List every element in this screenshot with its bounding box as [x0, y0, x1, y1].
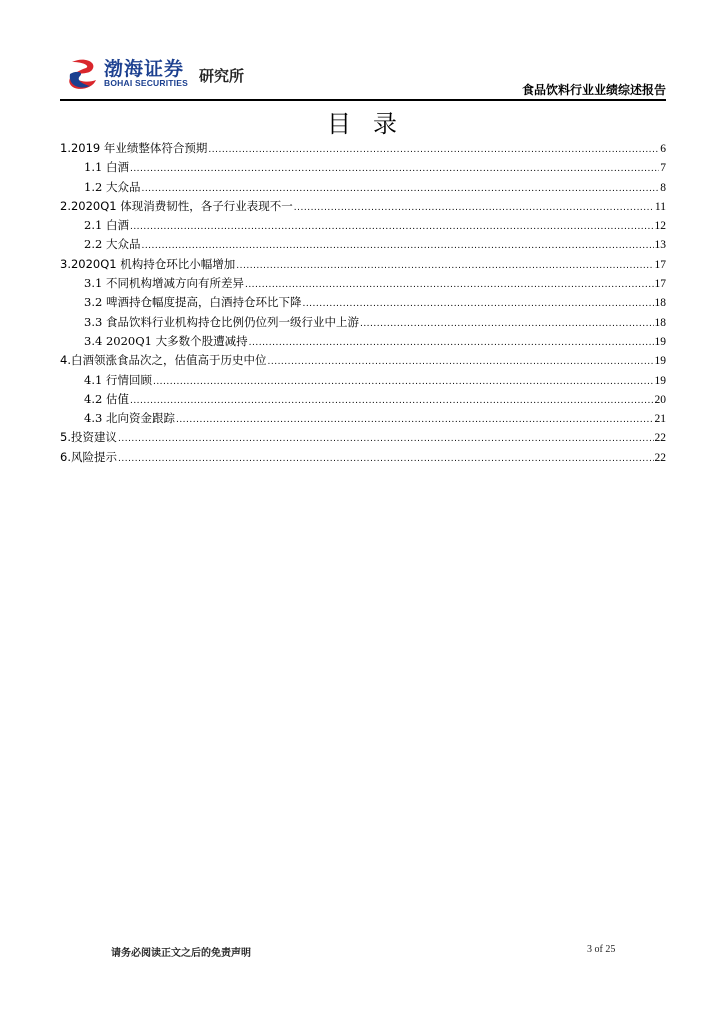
- page-header: [66, 50, 666, 100]
- toc-leader-dots: [294, 203, 654, 213]
- toc-entry-page: 22: [654, 451, 666, 464]
- toc-entry-text: 3.1 不同机构增减方向有所差异: [84, 276, 244, 291]
- toc-entry-page: 18: [654, 297, 666, 310]
- toc-entry-text: 4.白酒领涨食品次之，估值高于历史中位: [60, 353, 267, 368]
- toc-entry[interactable]: [60, 179, 666, 198]
- toc-entry-page: 19: [654, 355, 666, 368]
- toc-entry[interactable]: [60, 198, 666, 217]
- toc-entry-text: 1.1 白酒: [84, 160, 129, 175]
- toc-leader-dots: [141, 241, 653, 251]
- toc-leader-dots: [153, 377, 654, 387]
- toc-entry-text: 4.2 估值: [84, 391, 129, 406]
- toc-entry[interactable]: [60, 314, 666, 333]
- toc-entry[interactable]: [60, 236, 666, 255]
- toc-leader-dots: [141, 184, 659, 194]
- toc-entry-text: 3.3 食品饮料行业机构持仓比例仍位列一级行业中上游: [84, 314, 359, 329]
- toc-leader-dots: [118, 434, 654, 444]
- toc-entry-text: 2.2020Q1 体现消费韧性，各子行业表现不一: [60, 198, 293, 213]
- toc-entry[interactable]: [60, 275, 666, 294]
- toc-entry[interactable]: [60, 294, 666, 313]
- toc-entry[interactable]: [60, 449, 666, 468]
- toc-entry-page: 7: [660, 162, 666, 175]
- toc-entry-page: 19: [654, 335, 666, 348]
- toc-entry-text: 3.2020Q1 机构持仓环比小幅增加: [60, 256, 236, 271]
- logo-chinese-name: 渤海证券: [104, 58, 185, 80]
- toc-entry-text: 6.风险提示: [60, 449, 117, 464]
- toc-entry-page: 22: [654, 432, 666, 445]
- toc-entry[interactable]: [60, 372, 666, 391]
- toc-entry-page: 6: [660, 143, 666, 155]
- logo-english-name: BOHAI SECURITIES: [104, 78, 188, 88]
- toc-entry[interactable]: [60, 410, 666, 429]
- toc-entry-page: 17: [654, 258, 666, 271]
- toc-leader-dots: [130, 164, 659, 174]
- report-type-label: 食品饮料行业业绩综述报告: [521, 83, 666, 97]
- toc-entry[interactable]: [60, 217, 666, 236]
- toc-entry-page: 19: [654, 374, 666, 387]
- toc-entry-text: 4.1 行情回顾: [84, 372, 152, 387]
- disclaimer-note: 请务必阅读正文之后的免责声明: [111, 948, 251, 959]
- logo-institute-label: 研究所: [199, 67, 245, 85]
- toc-entry-text: 2.1 白酒: [84, 218, 129, 233]
- page-indicator: 3 of 25: [587, 944, 616, 955]
- toc-entry-page: 20: [654, 393, 666, 406]
- toc-title: 目录: [327, 110, 419, 138]
- toc-leader-dots: [208, 145, 659, 155]
- toc-entry-text: 3.2 啤酒持仓幅度提高，白酒持仓环比下降: [84, 295, 302, 310]
- toc-leader-dots: [176, 415, 654, 425]
- toc-entry[interactable]: [60, 140, 666, 159]
- toc-entry-page: 21: [654, 413, 666, 426]
- toc-entry-text: 2.2 大众品: [84, 237, 141, 252]
- toc-leader-dots: [245, 280, 654, 290]
- toc-entry-text: 4.3 北向资金跟踪: [84, 411, 175, 426]
- toc-leader-dots: [236, 261, 653, 271]
- toc-entry-text: 1.2019 年业绩整体符合预期: [60, 141, 208, 155]
- toc-entry-page: 17: [654, 278, 666, 291]
- toc-leader-dots: [130, 222, 654, 232]
- bohai-logo-icon: [66, 56, 102, 92]
- toc-leader-dots: [302, 299, 653, 309]
- toc-entry-page: 11: [654, 200, 666, 213]
- toc-entry-text: 1.2 大众品: [84, 179, 141, 194]
- toc-leader-dots: [130, 396, 654, 406]
- toc-entry-text: 5.投资建议: [60, 430, 117, 445]
- header-divider: [60, 99, 666, 101]
- toc-leader-dots: [267, 357, 653, 367]
- toc-leader-dots: [118, 454, 654, 464]
- toc-leader-dots: [360, 319, 654, 329]
- toc-entry-text: 3.4 2020Q1 大多数个股遭减持: [84, 333, 248, 348]
- toc-entry[interactable]: [60, 159, 666, 178]
- toc-entry[interactable]: [60, 333, 666, 352]
- toc-entry-page: 8: [660, 181, 666, 194]
- toc-entry[interactable]: [60, 429, 666, 448]
- toc-entry-page: 18: [654, 316, 666, 329]
- toc-leader-dots: [249, 338, 654, 348]
- toc-entry[interactable]: [60, 352, 666, 371]
- toc-entry-page: 13: [654, 239, 666, 252]
- table-of-contents: [60, 140, 666, 468]
- toc-entry-page: 12: [654, 220, 666, 233]
- toc-entry[interactable]: [60, 256, 666, 275]
- toc-entry[interactable]: [60, 391, 666, 410]
